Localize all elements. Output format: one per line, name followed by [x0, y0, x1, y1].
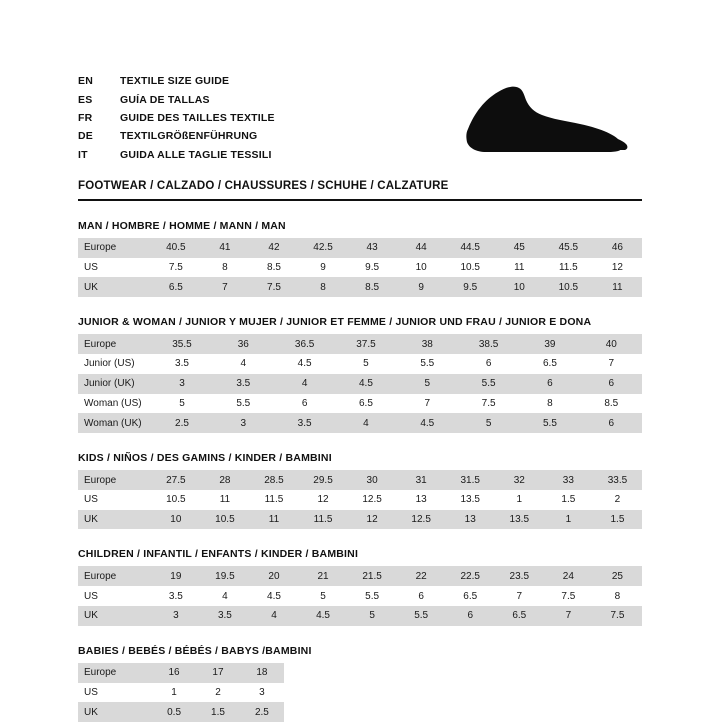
language-title: GUIDE DES TAILLES TEXTILE — [120, 111, 275, 124]
language-title-list — [78, 72, 275, 164]
cell: 11.5 — [544, 258, 593, 278]
row-label: US — [78, 586, 151, 606]
cell: 1.5 — [544, 490, 593, 510]
cell: 28 — [200, 470, 249, 490]
language-title: GUÍA DE TALLAS — [120, 93, 210, 106]
cell: 4.5 — [335, 374, 396, 394]
cell: 5 — [335, 354, 396, 374]
row-label: Europe — [78, 238, 151, 258]
cell: 11 — [593, 277, 642, 297]
dress-shoe-icon — [456, 74, 636, 158]
block-title: JUNIOR & WOMAN / JUNIOR Y MUJER / JUNIOR ET FEMME / JUNIOR UND FRAU / JUNIOR E DONA — [78, 316, 592, 329]
cell: 5.5 — [213, 394, 274, 414]
cell: 5.5 — [397, 606, 446, 626]
cell: 5 — [348, 606, 397, 626]
page-header — [78, 72, 642, 201]
cell: 10 — [495, 277, 544, 297]
language-code: EN — [78, 75, 93, 88]
cell: 28.5 — [249, 470, 298, 490]
table-row — [78, 374, 642, 394]
language-row — [78, 127, 275, 145]
cell: 46 — [593, 238, 642, 258]
table-row — [78, 238, 642, 258]
language-title: TEXTILGRÖßENFÜHRUNG — [120, 130, 258, 143]
cell: 41 — [200, 238, 249, 258]
row-label: Europe — [78, 470, 151, 490]
cell: 5 — [397, 374, 458, 394]
cell: 32 — [495, 470, 544, 490]
size-table — [78, 663, 284, 722]
cell: 9.5 — [348, 258, 397, 278]
cell: 21.5 — [348, 566, 397, 586]
cell: 11 — [249, 510, 298, 530]
cell: 31 — [397, 470, 446, 490]
cell: 7.5 — [458, 394, 519, 414]
cell: 3 — [240, 683, 284, 703]
cell: 4 — [274, 374, 335, 394]
table-row — [78, 354, 642, 374]
cell: 2.5 — [240, 702, 284, 722]
cell: 4.5 — [274, 354, 335, 374]
cell: 5.5 — [397, 354, 458, 374]
cell: 11 — [495, 258, 544, 278]
size-block-children — [78, 548, 642, 625]
cell: 37.5 — [335, 334, 396, 354]
cell: 11.5 — [299, 510, 348, 530]
language-title: GUIDA ALLE TAGLIE TESSILI — [120, 148, 272, 161]
cell: 3 — [213, 413, 274, 433]
cell: 13 — [397, 490, 446, 510]
language-code: DE — [78, 130, 93, 143]
cell: 4.5 — [299, 606, 348, 626]
cell: 4 — [213, 354, 274, 374]
cell: 6.5 — [519, 354, 580, 374]
row-label: UK — [78, 606, 151, 626]
cell: 5.5 — [519, 413, 580, 433]
cell: 4 — [200, 586, 249, 606]
cell: 6 — [397, 586, 446, 606]
cell: 1.5 — [593, 510, 642, 530]
table-row — [78, 490, 642, 510]
cell: 8 — [593, 586, 642, 606]
cell: 4 — [335, 413, 396, 433]
cell: 4 — [249, 606, 298, 626]
cell: 20 — [249, 566, 298, 586]
cell: 7 — [397, 394, 458, 414]
cell: 18 — [240, 663, 284, 683]
cell: 45 — [495, 238, 544, 258]
cell: 8 — [519, 394, 580, 414]
cell: 30 — [348, 470, 397, 490]
cell: 0.5 — [152, 702, 196, 722]
cell: 40 — [581, 334, 642, 354]
cell: 10.5 — [544, 277, 593, 297]
cell: 6 — [581, 374, 642, 394]
row-label: Europe — [78, 566, 151, 586]
cell: 8 — [299, 277, 348, 297]
cell: 9 — [299, 258, 348, 278]
row-label: UK — [78, 510, 151, 530]
language-code: IT — [78, 148, 88, 161]
block-title: KIDS / NIÑOS / DES GAMINS / KINDER / BAMBINI — [78, 452, 332, 465]
row-label: UK — [78, 277, 151, 297]
cell: 6 — [458, 354, 519, 374]
cell: 33 — [544, 470, 593, 490]
cell: 4.5 — [249, 586, 298, 606]
cell: 25 — [593, 566, 642, 586]
cell: 6.5 — [335, 394, 396, 414]
cell: 43 — [348, 238, 397, 258]
cell: 38.5 — [458, 334, 519, 354]
cell: 13.5 — [446, 490, 495, 510]
cell: 22 — [397, 566, 446, 586]
cell: 10.5 — [151, 490, 200, 510]
cell: 1 — [495, 490, 544, 510]
language-row — [78, 146, 275, 164]
cell: 22.5 — [446, 566, 495, 586]
table-row — [78, 566, 642, 586]
row-label: US — [78, 683, 152, 703]
cell: 7.5 — [249, 277, 298, 297]
table-row — [78, 586, 642, 606]
cell: 39 — [519, 334, 580, 354]
size-table — [78, 470, 642, 529]
cell: 5 — [299, 586, 348, 606]
row-label: Junior (US) — [78, 354, 151, 374]
language-code: ES — [78, 93, 93, 106]
cell: 3.5 — [274, 413, 335, 433]
table-row — [78, 510, 642, 530]
language-title: TEXTILE SIZE GUIDE — [120, 75, 230, 88]
language-row — [78, 90, 275, 108]
cell: 12 — [593, 258, 642, 278]
table-row — [78, 683, 284, 703]
cell: 5.5 — [458, 374, 519, 394]
cell: 12.5 — [397, 510, 446, 530]
cell: 8.5 — [348, 277, 397, 297]
table-row — [78, 277, 642, 297]
cell: 27.5 — [151, 470, 200, 490]
row-label: Woman (UK) — [78, 413, 151, 433]
table-row — [78, 258, 642, 278]
cell: 40.5 — [151, 238, 200, 258]
table-row — [78, 606, 642, 626]
cell: 17 — [196, 663, 240, 683]
size-block-man — [78, 220, 642, 297]
cell: 7 — [544, 606, 593, 626]
size-table — [78, 238, 642, 297]
cell: 19 — [151, 566, 200, 586]
cell: 5 — [458, 413, 519, 433]
cell: 2 — [196, 683, 240, 703]
cell: 7 — [200, 277, 249, 297]
cell: 10.5 — [446, 258, 495, 278]
row-label: Europe — [78, 663, 152, 683]
cell: 7.5 — [151, 258, 200, 278]
language-row — [78, 109, 275, 127]
cell: 35.5 — [151, 334, 212, 354]
block-title: CHILDREN / INFANTIL / ENFANTS / KINDER / BAMBINI — [78, 548, 359, 561]
row-label: US — [78, 258, 151, 278]
cell: 7 — [495, 586, 544, 606]
cell: 36 — [213, 334, 274, 354]
cell: 10.5 — [200, 510, 249, 530]
cell: 8.5 — [581, 394, 642, 414]
cell: 6 — [519, 374, 580, 394]
cell: 13.5 — [495, 510, 544, 530]
cell: 10 — [397, 258, 446, 278]
cell: 3.5 — [151, 354, 212, 374]
cell: 1.5 — [196, 702, 240, 722]
cell: 6 — [581, 413, 642, 433]
cell: 12.5 — [348, 490, 397, 510]
cell: 10 — [151, 510, 200, 530]
cell: 23.5 — [495, 566, 544, 586]
size-table — [78, 334, 642, 433]
cell: 21 — [299, 566, 348, 586]
cell: 42 — [249, 238, 298, 258]
cell: 36.5 — [274, 334, 335, 354]
cell: 19.5 — [200, 566, 249, 586]
cell: 38 — [397, 334, 458, 354]
cell: 5.5 — [348, 586, 397, 606]
cell: 6 — [274, 394, 335, 414]
cell: 42.5 — [299, 238, 348, 258]
cell: 8 — [200, 258, 249, 278]
cell: 8.5 — [249, 258, 298, 278]
cell: 11 — [200, 490, 249, 510]
block-title: BABIES / BEBÉS / BÉBÉS / BABYS /BAMBINI — [78, 644, 312, 657]
row-label: US — [78, 490, 151, 510]
cell: 2.5 — [151, 413, 212, 433]
cell: 7 — [581, 354, 642, 374]
cell: 3 — [151, 606, 200, 626]
row-label: UK — [78, 702, 152, 722]
cell: 12 — [299, 490, 348, 510]
table-row — [78, 663, 284, 683]
language-row — [78, 72, 275, 90]
cell: 44 — [397, 238, 446, 258]
table-row — [78, 394, 642, 414]
footwear-category-heading: FOOTWEAR / CALZADO / CHAUSSURES / SCHUHE / CALZATURE — [78, 180, 642, 201]
cell: 7.5 — [593, 606, 642, 626]
cell: 4.5 — [397, 413, 458, 433]
table-row — [78, 470, 642, 490]
cell: 9.5 — [446, 277, 495, 297]
cell: 3 — [151, 374, 212, 394]
language-code: FR — [78, 111, 93, 124]
row-label: Woman (US) — [78, 394, 151, 414]
cell: 3.5 — [151, 586, 200, 606]
size-block-kids — [78, 452, 642, 529]
cell: 9 — [397, 277, 446, 297]
table-row — [78, 413, 642, 433]
cell: 6.5 — [446, 586, 495, 606]
cell: 3.5 — [200, 606, 249, 626]
cell: 31.5 — [446, 470, 495, 490]
cell: 24 — [544, 566, 593, 586]
cell: 13 — [446, 510, 495, 530]
cell: 6.5 — [151, 277, 200, 297]
cell: 12 — [348, 510, 397, 530]
row-label: Junior (UK) — [78, 374, 151, 394]
size-block-babies — [78, 645, 642, 722]
cell: 3.5 — [213, 374, 274, 394]
size-block-junior-woman — [78, 316, 642, 433]
cell: 6 — [446, 606, 495, 626]
cell: 11.5 — [249, 490, 298, 510]
cell: 5 — [151, 394, 212, 414]
row-label: Europe — [78, 334, 151, 354]
table-row — [78, 334, 642, 354]
cell: 7.5 — [544, 586, 593, 606]
cell: 16 — [152, 663, 196, 683]
cell: 33.5 — [593, 470, 642, 490]
cell: 45.5 — [544, 238, 593, 258]
block-title: MAN / HOMBRE / HOMME / MANN / MAN — [78, 219, 286, 232]
cell: 1 — [544, 510, 593, 530]
cell: 6.5 — [495, 606, 544, 626]
table-row — [78, 702, 284, 722]
cell: 2 — [593, 490, 642, 510]
cell: 29.5 — [299, 470, 348, 490]
cell: 44.5 — [446, 238, 495, 258]
cell: 1 — [152, 683, 196, 703]
size-table — [78, 566, 642, 625]
